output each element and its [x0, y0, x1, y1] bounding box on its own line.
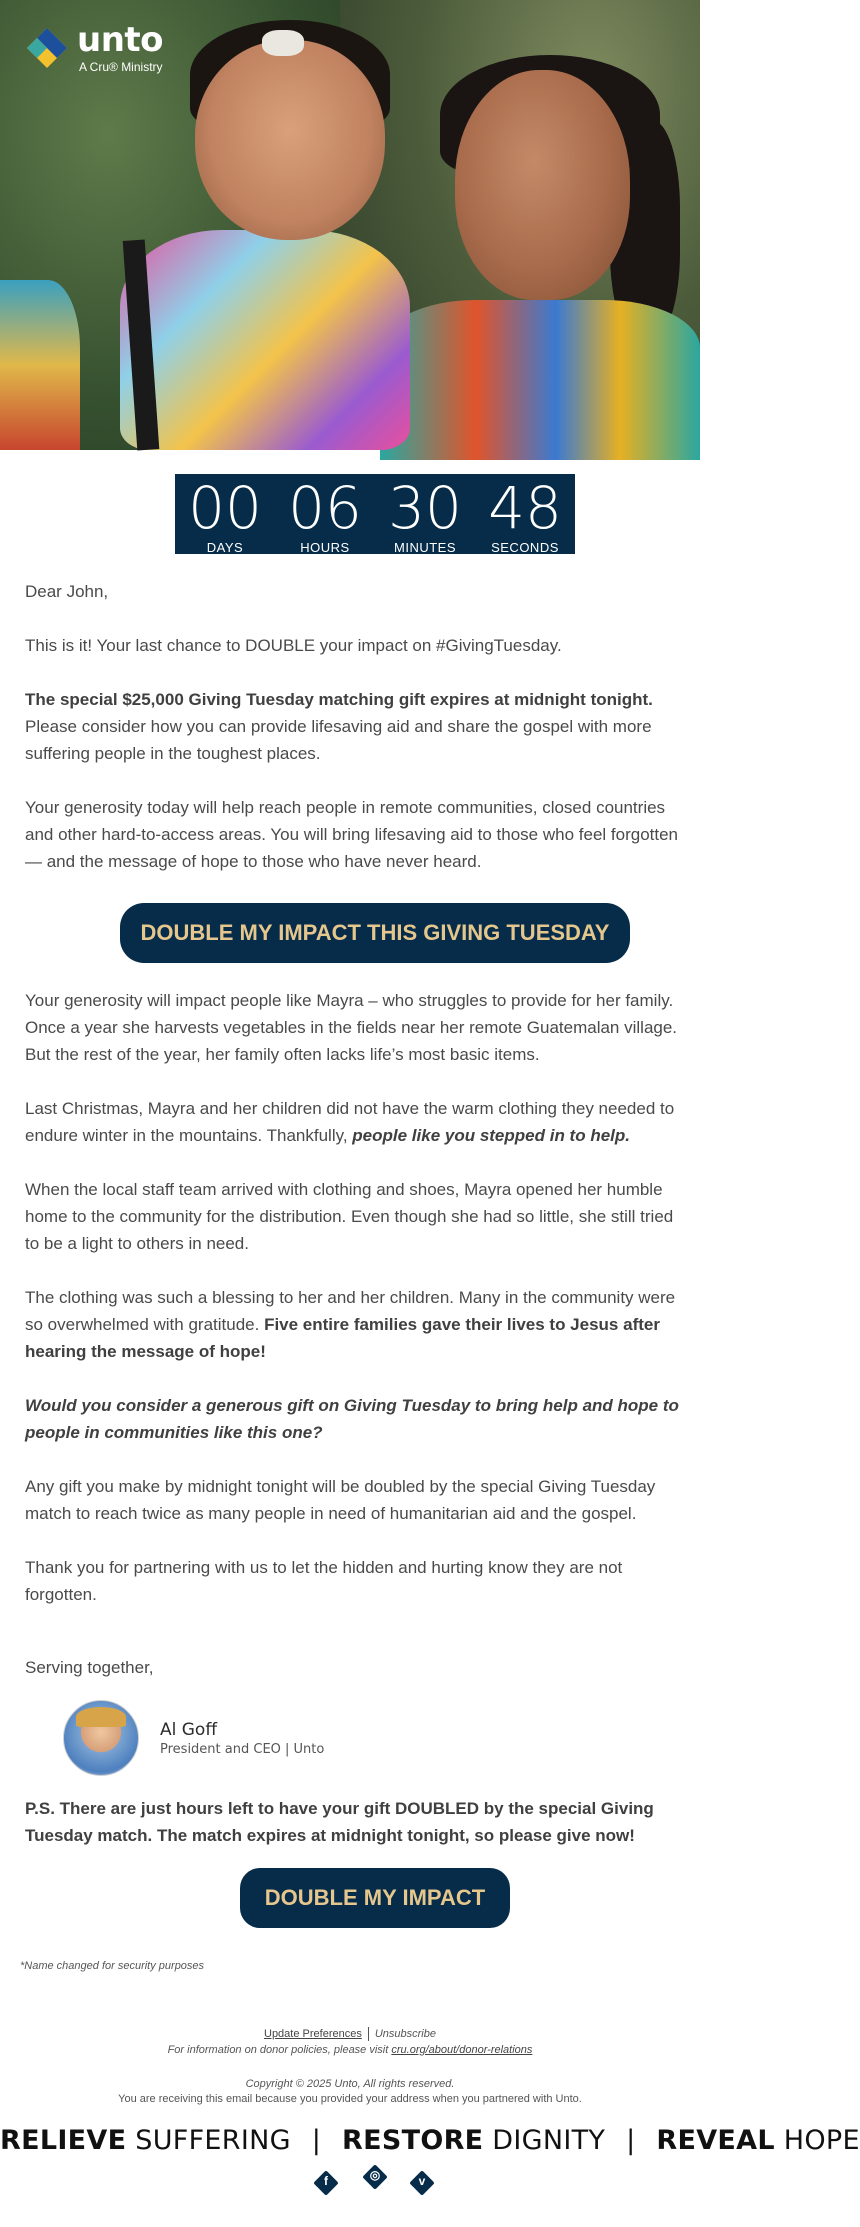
countdown-hours-value: 06 — [288, 474, 362, 542]
tagline — [0, 2125, 860, 2156]
unto-logo[interactable] — [25, 22, 205, 82]
ps-line2 — [25, 1822, 705, 1849]
hero-hair-bow — [262, 30, 304, 56]
signer-name: Al Goff — [160, 1720, 218, 1740]
countdown-hours — [275, 474, 375, 554]
mayra-paragraph-line3: But the rest of the year, her family often lacks life’s most basic items. — [25, 1045, 540, 1064]
countdown-days — [175, 474, 275, 554]
christmas-paragraph-line1: Last Christmas, Mayra and her children did not have the warm clothing they needed to — [25, 1099, 675, 1118]
countdown-minutes-value: 30 — [388, 474, 462, 542]
ps-text-1: P.S. There are just hours left to have your gift DOUBLED by the special Giving — [25, 1799, 654, 1818]
ps-text-2: Tuesday match. The match expires at midnight tonight, so please give now! — [25, 1826, 635, 1845]
christmas-text: endure winter in the mountains. Thankfully, — [25, 1126, 353, 1145]
hero-child-clothes — [120, 230, 410, 450]
tagline-suffering: SUFFERING — [126, 2125, 291, 2156]
countdown-timer — [175, 474, 575, 554]
donor-policy-row — [0, 2044, 700, 2056]
thanks-paragraph-line1: Thank you for partnering with us to let the hidden and hurting know they are not — [25, 1558, 623, 1577]
tagline-relieve: RELIEVE — [0, 2125, 127, 2156]
tagline-restore: RESTORE — [342, 2125, 484, 2156]
security-note: *Name changed for security purposes — [20, 1960, 205, 1972]
christmas-paragraph-line2 — [25, 1122, 705, 1149]
blessing-paragraph-line3 — [25, 1338, 705, 1365]
intro-paragraph: This is it! Your last chance to DOUBLE your impact on #GivingTuesday. — [25, 636, 562, 655]
unsubscribe-link[interactable]: Unsubscribe — [374, 2027, 436, 2040]
countdown-seconds-value: 48 — [488, 474, 562, 542]
tagline-dignity: DIGNITY — [483, 2125, 606, 2156]
match-paragraph-line2: Please consider how you can provide lifesaving aid and share the gospel with more — [25, 717, 652, 736]
double-impact-giving-tuesday-button[interactable]: DOUBLE MY IMPACT THIS GIVING TUESDAY — [120, 903, 630, 963]
hero-fabric — [0, 280, 80, 450]
doubled-paragraph-line2: match to reach twice as many people in need of humanitarian aid and the gospel. — [25, 1504, 637, 1523]
ask-text-2: people in communities like this one? — [25, 1423, 323, 1442]
copyright: Copyright © 2025 Unto, All rights reserved. — [245, 2078, 455, 2090]
hero-child-face — [195, 40, 385, 240]
footer-separator — [368, 2027, 369, 2041]
signer-avatar — [63, 1700, 139, 1776]
countdown-minutes-label: MINUTES — [394, 540, 456, 555]
countdown-days-label: DAYS — [206, 540, 244, 555]
thanks-paragraph-line2: forgotten. — [25, 1585, 97, 1604]
match-paragraph-line1 — [25, 686, 705, 713]
mayra-paragraph-line1: Your generosity will impact people like Mayra – who struggles to provide for her family. — [25, 991, 674, 1010]
logo-diamond-icon — [25, 26, 69, 70]
christmas-emphasis: people like you stepped in to help. — [352, 1126, 630, 1145]
vimeo-glyph: v — [418, 2174, 426, 2188]
logo-wordmark: unto — [77, 20, 164, 60]
facebook-icon[interactable] — [313, 2170, 339, 2196]
hero-woman-face — [455, 70, 630, 300]
countdown-seconds-label: SECONDS — [491, 540, 559, 555]
greeting: Dear John, — [25, 582, 109, 601]
double-impact-button[interactable]: DOUBLE MY IMPACT — [240, 1868, 510, 1928]
countdown-seconds — [475, 474, 575, 554]
match-bold-text: The special $25,000 Giving Tuesday matching gift expires at midnight tonight. — [25, 690, 653, 709]
countdown-hours-label: HOURS — [300, 540, 350, 555]
blessing-emphasis-2: hearing the message of hope! — [25, 1342, 266, 1361]
tagline-hope: HOPE — [774, 2125, 860, 2156]
tagline-separator-1: | — [311, 2125, 322, 2156]
hero-woman-clothes — [380, 300, 700, 460]
closing: Serving together, — [25, 1658, 154, 1677]
avatar-hat — [76, 1707, 126, 1727]
staff-paragraph-line2: home to the community for the distribution. Even though she had so little, she still tried — [25, 1207, 674, 1226]
doubled-paragraph-line1: Any gift you make by midnight tonight will be doubled by the special Giving Tuesday — [25, 1477, 656, 1496]
update-preferences-link[interactable]: Update Preferences — [264, 2027, 362, 2040]
signer-title: President and CEO | Unto — [160, 1742, 325, 1757]
logo-subtitle: A Cru® Ministry — [79, 60, 163, 74]
tagline-reveal: REVEAL — [656, 2125, 775, 2156]
blessing-paragraph-line2 — [25, 1311, 705, 1338]
countdown-minutes — [375, 474, 475, 554]
ask-paragraph-line1 — [25, 1392, 705, 1419]
staff-paragraph-line3: to be a light to others in need. — [25, 1234, 249, 1253]
blessing-emphasis: Five entire families gave their lives to Jesus after — [264, 1315, 660, 1334]
vimeo-icon[interactable] — [409, 2170, 435, 2196]
footer-preferences-row — [0, 2027, 700, 2041]
ask-paragraph-line2 — [25, 1419, 705, 1446]
blessing-text: so overwhelmed with gratitude. — [25, 1315, 265, 1334]
countdown-days-value: 00 — [188, 474, 262, 542]
mayra-paragraph-line2: Once a year she harvests vegetables in the fields near her remote Guatemalan village. — [25, 1018, 678, 1037]
generosity-paragraph-line1: Your generosity today will help reach people in remote communities, closed countries — [25, 798, 666, 817]
ask-text-1: Would you consider a generous gift on Giving Tuesday to bring help and hope to — [25, 1396, 679, 1415]
ps-line1 — [25, 1795, 705, 1822]
donor-policy-link[interactable]: cru.org/about/donor-relations — [391, 2044, 533, 2056]
instagram-icon[interactable] — [362, 2164, 388, 2190]
blessing-paragraph-line1: The clothing was such a blessing to her and her children. Many in the community were — [25, 1288, 676, 1307]
email-reason: You are receiving this email because you provided your address when you partnered with Unto. — [118, 2093, 582, 2105]
facebook-glyph: f — [324, 2174, 328, 2188]
donor-policy-text: For information on donor policies, please visit — [167, 2044, 392, 2056]
instagram-glyph: ◎ — [369, 2168, 381, 2182]
match-paragraph-line3: suffering people in the toughest places. — [25, 744, 321, 763]
generosity-paragraph-line3: — and the message of hope to those who have never heard. — [25, 852, 482, 871]
generosity-paragraph-line2: and other hard-to-access areas. You will bring lifesaving aid to those who feel forgotten — [25, 825, 679, 844]
tagline-separator-2: | — [626, 2125, 636, 2156]
staff-paragraph-line1: When the local staff team arrived with clothing and shoes, Mayra opened her humble — [25, 1180, 663, 1199]
hero-image — [0, 0, 700, 450]
